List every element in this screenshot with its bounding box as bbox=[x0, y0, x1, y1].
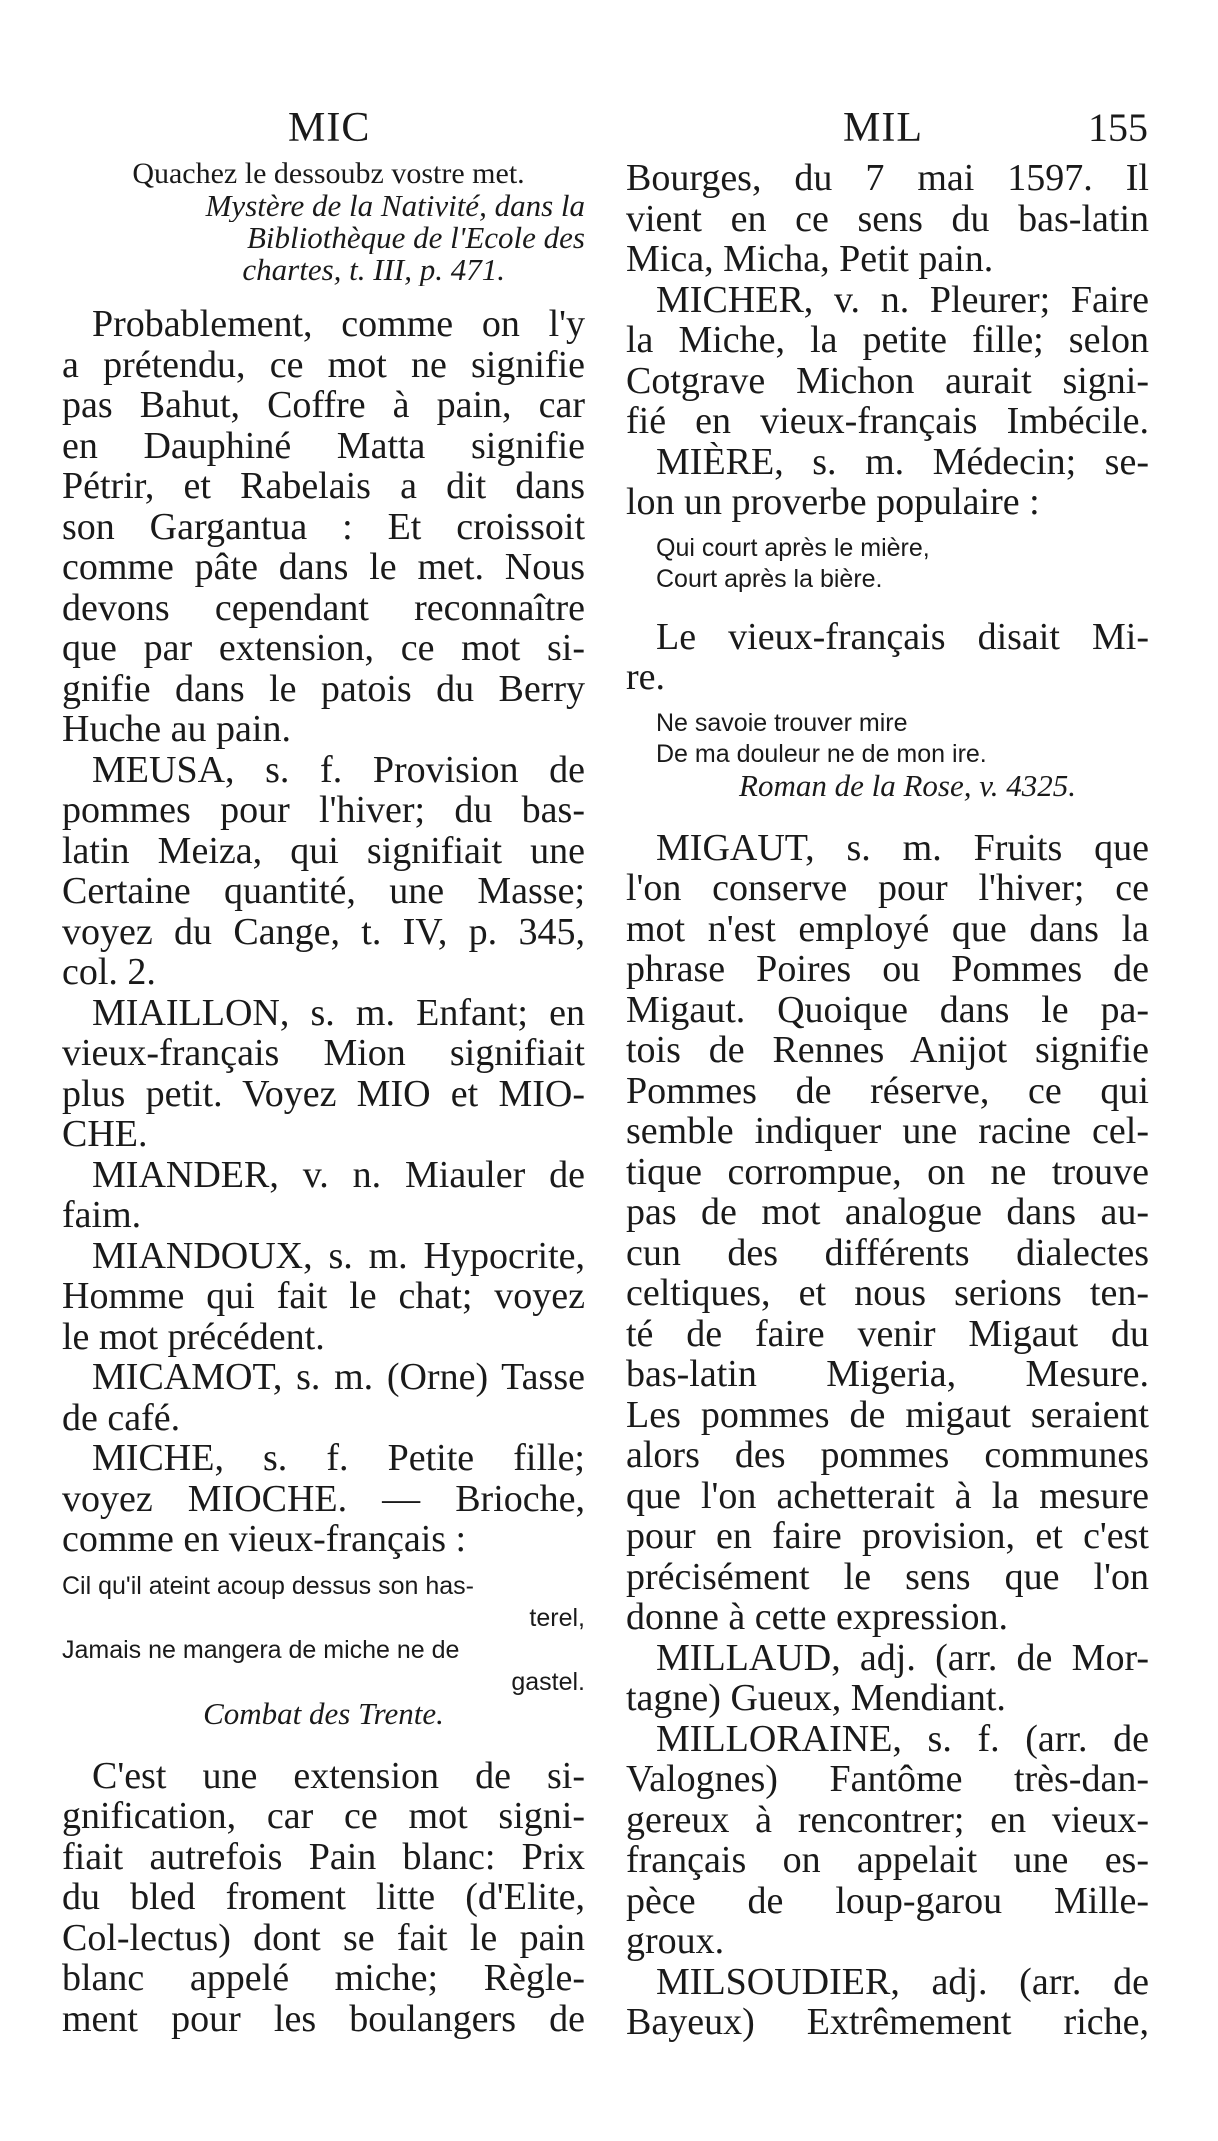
entry-miche: MICHE, s. f. Petite fille; bbox=[92, 1438, 585, 1479]
text-line: comme pâte dans le met. Nous bbox=[62, 547, 585, 588]
citation-line: Combat des Trente. bbox=[203, 1697, 444, 1730]
text-line: Bayeux) Extrêmement riche, bbox=[626, 2002, 1149, 2043]
text-line: re. bbox=[626, 657, 666, 698]
text-line: té de faire venir Migaut du bbox=[626, 1313, 1149, 1354]
text-line: semble indiquer une racine cel- bbox=[626, 1111, 1149, 1152]
text-line: Col-lectus) dont se fait le pain bbox=[62, 1917, 585, 1958]
text-line: précisément le sens que l'on bbox=[626, 1556, 1149, 1597]
text-line: bas-latin Migeria, Mesure. bbox=[626, 1354, 1149, 1395]
poem-line: Cil qu'il ateint acoup dessus son has- bbox=[62, 1571, 474, 1600]
text-line: Probablement, comme on l'y bbox=[92, 304, 585, 345]
text-line: pommes pour l'hiver; du bas- bbox=[62, 790, 585, 831]
text-line: gnifie dans le patois du Berry bbox=[62, 668, 585, 709]
text-line: tagne) Gueux, Mendiant. bbox=[626, 1678, 1006, 1719]
text-line: Pétrir, et Rabelais a dit dans bbox=[62, 466, 585, 507]
text-line: fié en vieux-français Imbécile. bbox=[626, 401, 1149, 442]
citation-line: Bibliothèque de l'Ecole des bbox=[246, 222, 585, 254]
text-line: Homme qui fait le chat; voyez bbox=[62, 1276, 585, 1317]
running-header bbox=[0, 104, 1218, 152]
citation-line: Roman de la Rose, v. 4325. bbox=[739, 769, 1076, 802]
text-line: son Gargantua : Et croissoit bbox=[62, 506, 585, 547]
text-line: C'est une extension de si- bbox=[92, 1755, 585, 1796]
entry-milsoudier: MILSOUDIER, adj. (arr. de bbox=[656, 1961, 1149, 2002]
text-line: comme en vieux-français : bbox=[62, 1519, 467, 1560]
citation-line: chartes, t. III, p. 471. bbox=[242, 254, 505, 286]
text-line: ment pour les boulangers de bbox=[62, 1998, 585, 2039]
entry-meusa: MEUSA, s. f. Provision de bbox=[92, 749, 585, 790]
entry-millaud: MILLAUD, adj. (arr. de Mor- bbox=[656, 1637, 1149, 1678]
text-line: que par extension, ce mot si- bbox=[62, 628, 585, 669]
text-line: pèce de loup-garou Mille- bbox=[626, 1880, 1149, 1921]
text-line: voyez MIOCHE. — Brioche, bbox=[62, 1478, 585, 1519]
text-line: vieux-français Mion signifiait bbox=[62, 1033, 585, 1074]
text-line: phrase Poires ou Pommes de bbox=[626, 949, 1149, 990]
entry-miere: MIÈRE, s. m. Médecin; se- bbox=[656, 441, 1149, 482]
entry-miandoux: MIANDOUX, s. m. Hypocrite, bbox=[92, 1235, 585, 1276]
poem-line: Jamais ne mangera de miche ne de bbox=[62, 1635, 460, 1664]
text-line: Migaut. Quoique dans le pa- bbox=[626, 989, 1149, 1030]
page-number: 155 bbox=[1088, 105, 1148, 150]
text-line: gereux à rencontrer; en vieux- bbox=[626, 1799, 1149, 1840]
poem-line: Ne savoie trouver mire bbox=[656, 708, 908, 737]
text-line: cun des différents dialectes bbox=[626, 1232, 1149, 1273]
text-line: devons cependant reconnaître bbox=[62, 587, 585, 628]
entry-migaut: MIGAUT, s. m. Fruits que bbox=[656, 827, 1149, 868]
text-line: tois de Rennes Anijot signifie bbox=[626, 1030, 1149, 1071]
text-line: vient en ce sens du bas-latin bbox=[626, 198, 1149, 239]
text-line: que l'on achetterait à la mesure bbox=[626, 1475, 1149, 1516]
text-line: lon un proverbe populaire : bbox=[626, 482, 1040, 523]
text-line: Pommes de réserve, ce qui bbox=[626, 1070, 1149, 1111]
text-line: donne à cette expression. bbox=[626, 1597, 1008, 1638]
poem-line: Qui court après le mière, bbox=[656, 533, 930, 562]
text-line: pas Bahut, Coffre à pain, car bbox=[62, 385, 585, 426]
entry-miaillon: MIAILLON, s. m. Enfant; en bbox=[92, 992, 585, 1033]
text-line: CHE. bbox=[62, 1114, 148, 1155]
text-line: Bourges, du 7 mai 1597. Il bbox=[626, 158, 1149, 199]
text-line: fiait autrefois Pain blanc: Prix bbox=[62, 1836, 585, 1877]
text-line: français on appelait une es- bbox=[626, 1840, 1149, 1881]
right-column bbox=[626, 158, 1149, 2043]
text-line: blanc appelé miche; Règle- bbox=[62, 1958, 585, 1999]
text-line: pas de mot analogue dans au- bbox=[626, 1192, 1149, 1233]
text-line: latin Meiza, qui signifiait une bbox=[62, 830, 585, 871]
text-line: la Miche, la petite fille; selon bbox=[626, 320, 1149, 361]
poem-line: gastel. bbox=[511, 1667, 585, 1696]
left-column bbox=[62, 158, 585, 2039]
text-line: l'on conserve pour l'hiver; ce bbox=[626, 868, 1149, 909]
text-line: Le vieux-français disait Mi- bbox=[656, 616, 1149, 657]
text-line: tique corrompue, on ne trouve bbox=[626, 1151, 1149, 1192]
text-line: pour en faire provision, et c'est bbox=[626, 1516, 1149, 1557]
text-line: col. 2. bbox=[62, 952, 156, 993]
text-line: a prétendu, ce mot ne signifie bbox=[62, 344, 585, 385]
poem-line: terel, bbox=[529, 1603, 585, 1632]
text-line: Mica, Micha, Petit pain. bbox=[626, 239, 994, 280]
entry-micamot: MICAMOT, s. m. (Orne) Tasse bbox=[92, 1357, 585, 1398]
entry-milloraine: MILLORAINE, s. f. (arr. de bbox=[656, 1718, 1149, 1759]
citation-line: Mystère de la Nativité, dans la bbox=[205, 190, 585, 222]
text-line: Valognes) Fantôme très-dan- bbox=[626, 1759, 1149, 1800]
entry-micher: MICHER, v. n. Pleurer; Faire bbox=[656, 279, 1149, 320]
text-line: en Dauphiné Matta signifie bbox=[62, 425, 585, 466]
header-right: MIL bbox=[843, 105, 923, 151]
poem-line: Court après la bière. bbox=[656, 564, 883, 593]
poem-line: De ma douleur ne de mon ire. bbox=[656, 739, 987, 768]
header-left: MIC bbox=[288, 105, 371, 151]
text-line: celtiques, et nous serions ten- bbox=[626, 1273, 1149, 1314]
text-line: groux. bbox=[626, 1921, 725, 1962]
text-line: du bled froment litte (d'Elite, bbox=[62, 1877, 585, 1918]
text-line: Cotgrave Michon aurait signi- bbox=[626, 360, 1149, 401]
text-line: le mot précédent. bbox=[62, 1316, 325, 1357]
text-line: mot n'est employé que dans la bbox=[626, 908, 1149, 949]
text-line: Les pommes de migaut seraient bbox=[626, 1394, 1149, 1435]
text-line: Huche au pain. bbox=[62, 709, 291, 750]
text-line: alors des pommes communes bbox=[626, 1435, 1149, 1476]
text-line: voyez du Cange, t. IV, p. 345, bbox=[62, 911, 585, 952]
text-line: faim. bbox=[62, 1195, 142, 1236]
text-line: gnification, car ce mot signi- bbox=[62, 1796, 585, 1837]
text-line: de café. bbox=[62, 1397, 181, 1438]
text-line: plus petit. Voyez MIO et MIO- bbox=[62, 1073, 585, 1114]
text-line: Certaine quantité, une Masse; bbox=[62, 871, 585, 912]
citation-line: Quachez le dessoubz vostre met. bbox=[132, 158, 525, 190]
entry-miander: MIANDER, v. n. Miauler de bbox=[92, 1154, 585, 1195]
